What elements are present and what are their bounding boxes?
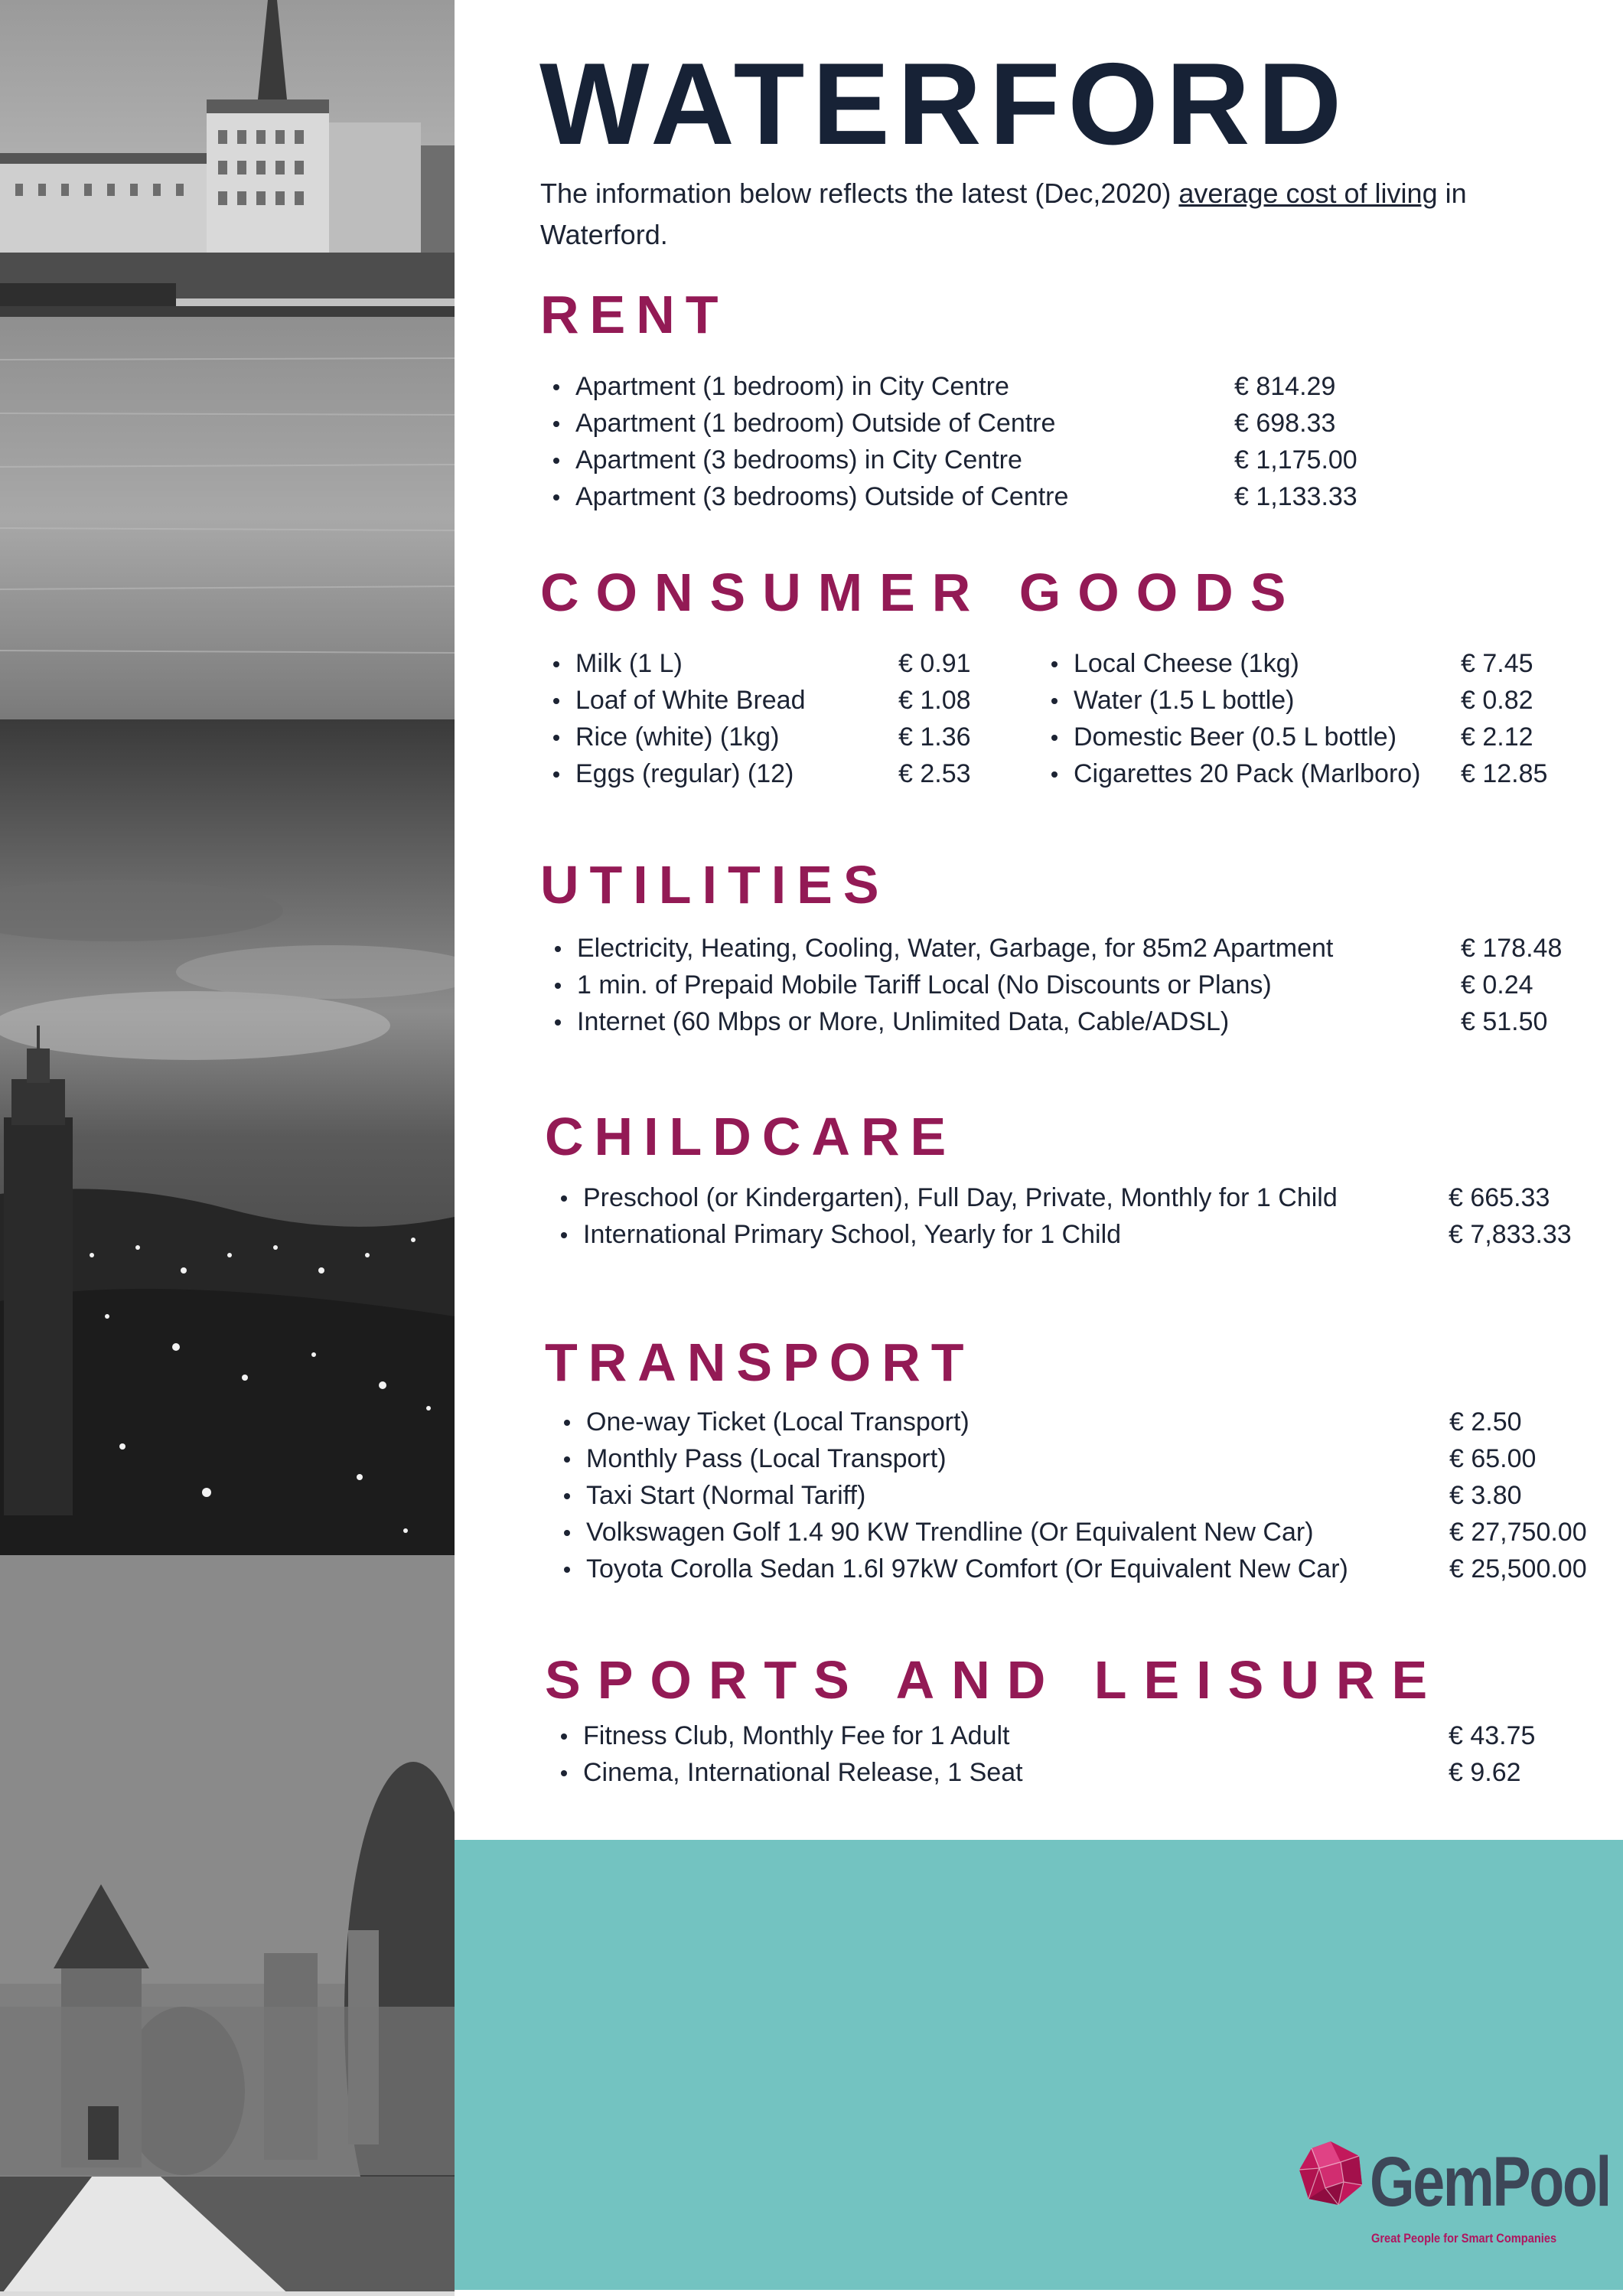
list-item (577, 967, 1572, 1003)
item-label: Preschool (or Kindergarten), Full Day, Private, Monthly for 1 Child (583, 1183, 1338, 1212)
item-label: 1 min. of Prepaid Mobile Tariff Local (No Discounts or Plans) (577, 970, 1272, 1000)
item-price: € 51.50 (1461, 1007, 1548, 1036)
list-item (583, 1216, 1570, 1253)
item-label: International Primary School, Yearly for 1 Child (583, 1220, 1122, 1249)
item-label: Apartment (1 bedroom) in City Centre (575, 372, 1009, 401)
item-price: € 7.45 (1461, 649, 1533, 678)
item-label: Monthly Pass (Local Transport) (586, 1444, 947, 1473)
item-price: € 9.62 (1449, 1758, 1521, 1787)
logo-wordmark: GemPool (1370, 2143, 1610, 2221)
item-label: Loaf of White Bread (575, 686, 806, 715)
transport-list (586, 1404, 1596, 1587)
utilities-list (577, 930, 1572, 1040)
item-price: € 0.24 (1461, 970, 1533, 1000)
transport-heading: TRANSPORT (545, 1332, 975, 1392)
rent-list (575, 368, 1379, 515)
item-label: Electricity, Heating, Cooling, Water, Garbage, for 85m2 Apartment (577, 934, 1334, 963)
list-item (577, 1003, 1572, 1040)
item-price: € 665.33 (1449, 1183, 1550, 1212)
item-price: € 3.80 (1449, 1481, 1522, 1510)
item-label: Volkswagen Golf 1.4 90 KW Trendline (Or Equivalent New Car) (586, 1518, 1314, 1547)
item-label: Taxi Start (Normal Tariff) (586, 1481, 866, 1510)
list-item (575, 405, 1379, 442)
list-item (586, 1404, 1596, 1440)
item-price: € 0.91 (898, 649, 971, 678)
list-item (575, 368, 1379, 405)
gempool-logo (1296, 2139, 1610, 2254)
item-label: Eggs (regular) (12) (575, 759, 794, 788)
item-label: Local Cheese (1kg) (1074, 649, 1299, 678)
item-price: € 27,750.00 (1449, 1518, 1587, 1547)
list-item (577, 930, 1572, 967)
item-label: Apartment (1 bedroom) Outside of Centre (575, 409, 1056, 438)
night-skyline-photo-image (0, 719, 455, 1555)
item-label: Water (1.5 L bottle) (1074, 686, 1295, 715)
item-price: € 698.33 (1234, 409, 1336, 438)
consumer-goods-heading: CONSUMER GOODS (540, 563, 1303, 622)
item-price: € 1,175.00 (1234, 445, 1357, 475)
list-item (583, 1717, 1570, 1754)
item-label: Apartment (3 bedrooms) in City Centre (575, 445, 1022, 475)
item-price: € 2.50 (1449, 1407, 1522, 1437)
item-label: Cigarettes 20 Pack (Marlboro) (1074, 759, 1421, 788)
list-item (1074, 755, 1548, 792)
gem-icon (1296, 2139, 1365, 2208)
item-price: € 12.85 (1461, 759, 1548, 788)
page-title: WATERFORD (539, 39, 1350, 169)
item-label: Rice (white) (1kg) (575, 722, 780, 752)
logo-tagline: Great People for Smart Companies (1371, 2231, 1557, 2245)
list-item (575, 478, 1379, 515)
harbour-photo-image (0, 0, 455, 719)
list-item (586, 1514, 1596, 1551)
list-item (586, 1551, 1596, 1587)
castle-photo-image (0, 1555, 455, 2296)
consumer-goods-list-right (1074, 645, 1548, 792)
list-item (1074, 719, 1548, 755)
harbour-photo (0, 0, 455, 719)
sports-list (583, 1717, 1570, 1791)
list-item (1074, 682, 1548, 719)
list-item (583, 1754, 1570, 1791)
childcare-list (583, 1179, 1570, 1253)
item-price: € 1,133.33 (1234, 482, 1357, 511)
list-item (586, 1440, 1596, 1477)
utilities-heading: UTILITIES (540, 855, 890, 915)
item-price: € 7,833.33 (1449, 1220, 1572, 1249)
intro-prefix: The information below reflects the latest (Dec,2020) (540, 178, 1179, 209)
item-price: € 2.12 (1461, 722, 1533, 752)
item-price: € 25,500.00 (1449, 1554, 1587, 1583)
list-item (583, 1179, 1570, 1216)
list-item (1074, 645, 1548, 682)
night-skyline-photo (0, 719, 455, 1555)
item-price: € 814.29 (1234, 372, 1336, 401)
item-label: Toyota Corolla Sedan 1.6l 97kW Comfort (Or Equivalent New Car) (586, 1554, 1348, 1583)
item-label: One-way Ticket (Local Transport) (586, 1407, 970, 1437)
item-price: € 178.48 (1461, 934, 1563, 963)
consumer-goods-list-left (575, 645, 973, 792)
sports-leisure-heading: SPORTS AND LEISURE (545, 1650, 1445, 1710)
item-label: Milk (1 L) (575, 649, 683, 678)
item-price: € 1.36 (898, 722, 971, 752)
intro-text (540, 173, 1504, 256)
item-label: Apartment (3 bedrooms) Outside of Centre (575, 482, 1069, 511)
item-price: € 2.53 (898, 759, 971, 788)
castle-photo (0, 1555, 455, 2296)
list-item (575, 442, 1379, 478)
list-item (575, 719, 973, 755)
rent-heading: RENT (540, 285, 729, 344)
list-item (586, 1477, 1596, 1514)
item-label: Fitness Club, Monthly Fee for 1 Adult (583, 1721, 1010, 1750)
average-cost-of-living-link[interactable]: average cost of living (1178, 178, 1438, 209)
intro-suffix: in Waterford. (540, 178, 1467, 250)
item-price: € 1.08 (898, 686, 971, 715)
list-item (575, 682, 973, 719)
item-price: € 43.75 (1449, 1721, 1536, 1750)
list-item (575, 755, 973, 792)
item-label: Domestic Beer (0.5 L bottle) (1074, 722, 1397, 752)
list-item (575, 645, 973, 682)
item-label: Cinema, International Release, 1 Seat (583, 1758, 1023, 1787)
childcare-heading: CHILDCARE (545, 1107, 957, 1166)
item-price: € 0.82 (1461, 686, 1533, 715)
item-price: € 65.00 (1449, 1444, 1537, 1473)
item-label: Internet (60 Mbps or More, Unlimited Data, Cable/ADSL) (577, 1007, 1230, 1036)
